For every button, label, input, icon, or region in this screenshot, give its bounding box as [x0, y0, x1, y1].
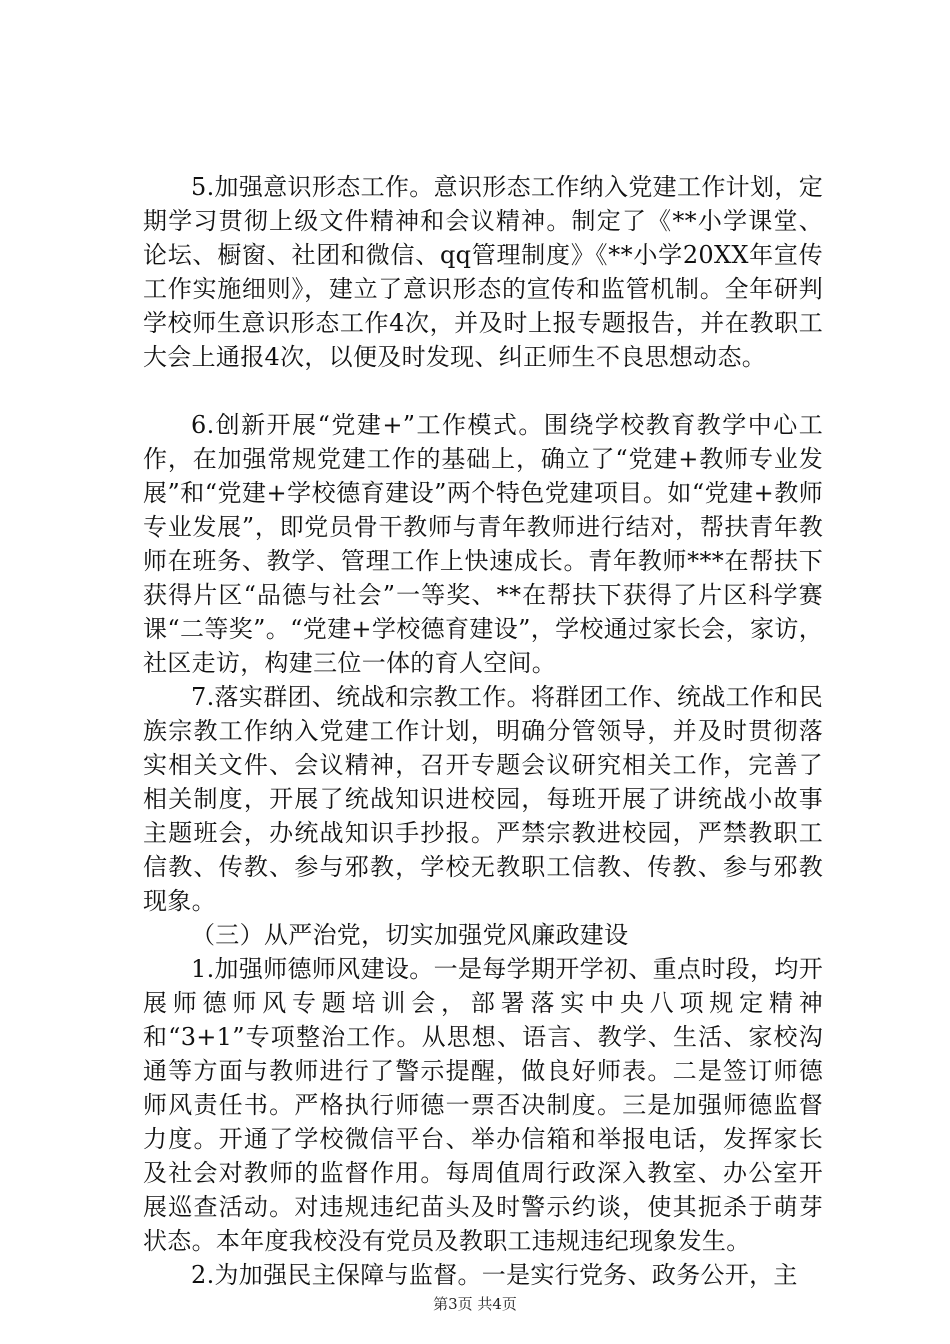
document-body	[143, 170, 823, 1292]
paragraph-united-front-work: 7.落实群团、统战和宗教工作。将群团工作、统战工作和民族宗教工作纳入党建工作计划，明确分管领导，并及时贯彻落实相关文件、会议精神，召开专题会议研究相关工作，完善了相关制度，开展了统战知识进校园，每班开展了讲统战小故事主题班会，办统战知识手抄报。严禁宗教进校园，严禁教职工信教、传教、参与邪教，学校无教职工信教、传教、参与邪教现象。	[143, 683, 823, 915]
paragraph-ideology-work: 5.加强意识形态工作。意识形态工作纳入党建工作计划，定期学习贯彻上级文件精神和会议精神。制定了《**小学课堂、论坛、橱窗、社团和微信、qq管理制度》《**小学20XX年宣传工作实施细则》，建立了意识形态的宣传和监管机制。全年研判学校师生意识形态工作4次，并及时上报专题报告，并在教职工大会上通报4次，以便及时发现、纠正师生不良思想动态。	[143, 173, 823, 371]
paragraph-democratic-supervision: 2.为加强民主保障与监督。一是实行党务、政务公开，主	[191, 1261, 798, 1289]
section-heading-strict-governance: （三）从严治党，切实加强党风廉政建设	[191, 921, 629, 949]
paragraph-teacher-ethics: 1.加强师德师风建设。一是每学期开学初、重点时段，均开展师德师风专题培训会，部署落实中央八项规定精神和“3+1”专项整治工作。从思想、语言、教学、生活、家校沟通等方面与教师进行了警示提醒，做良好师表。二是签订师德师风责任书。严格执行师德一票否决制度。三是加强师德监督力度。开通了学校微信平台、举办信箱和举报电话，发挥家长及社会对教师的监督作用。每周值周行政深入教室、办公室开展巡查活动。对违规违纪苗头及时警示约谈，使其扼杀于萌芽状态。本年度我校没有党员及教职工违规违纪现象发生。	[143, 955, 823, 1255]
paragraph-party-building-plus: 6.创新开展“党建+”工作模式。围绕学校教育教学中心工作，在加强常规党建工作的基础上，确立了“党建+教师专业发展”和“党建+学校德育建设”两个特色党建项目。如“党建+教师专业发展”，即党员骨干教师与青年教师进行结对，帮扶青年教师在班务、教学、管理工作上快速成长。青年教师***在帮扶下获得片区“品德与社会”一等奖、**在帮扶下获得了片区科学赛课“二等奖”。“党建+学校德育建设”，学校通过家长会，家访，社区走访，构建三位一体的育人空间。	[143, 411, 823, 677]
page-number-footer: 第3页 共4页	[433, 1295, 517, 1313]
